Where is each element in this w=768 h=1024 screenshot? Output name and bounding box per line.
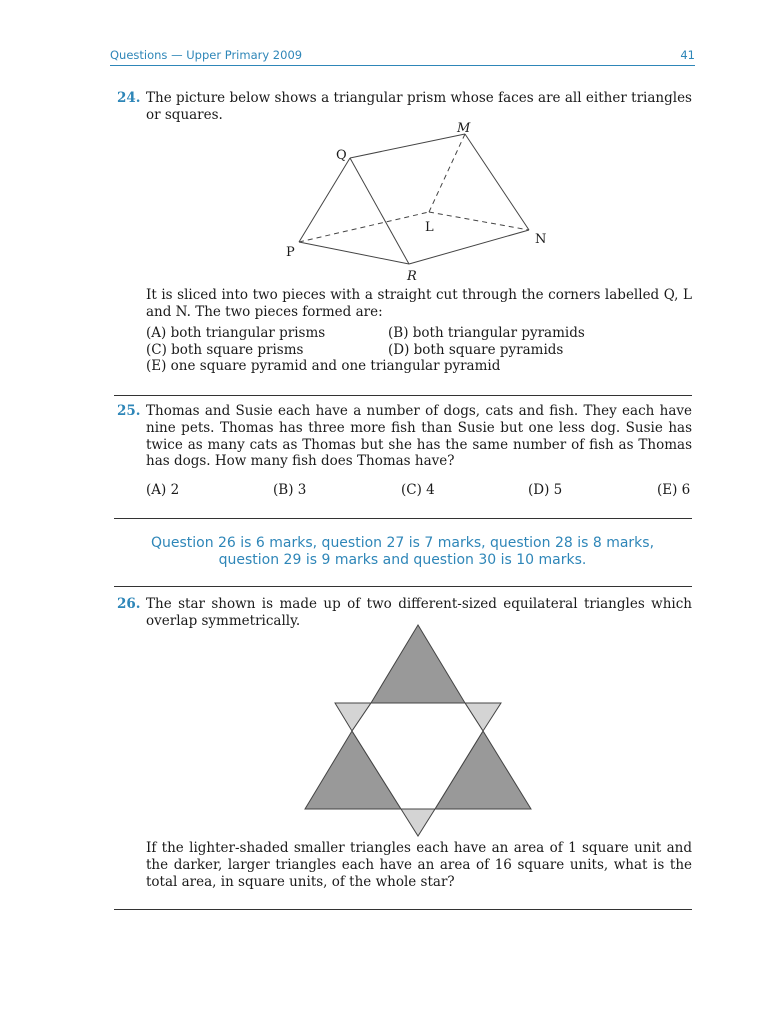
q26-number: 26. <box>117 596 141 612</box>
q25-number: 25. <box>117 403 141 419</box>
q25-text: Thomas and Susie each have a number of dogs, cats and fish. They each have nine pets. Thomas has three more fish than Susie but one less dog. Susie has twice as many cats as Thomas but she has the same number of fish as Thomas has dogs. How many fish does Thomas have? <box>146 403 692 470</box>
marks-notice-line-2: question 29 is 9 marks and question 30 is 10 marks. <box>218 552 587 568</box>
divider <box>114 395 692 396</box>
label-M: M <box>457 121 471 136</box>
q24-option-d: (D) both square pyramids <box>388 342 564 358</box>
q24-text-2: It is sliced into two pieces with a straight cut through the corners labelled Q, L and N. The two pieces formed are: <box>146 287 692 320</box>
q25-option-a: (A) 2 <box>146 482 180 498</box>
q24-option-c: (C) both square prisms <box>146 342 304 358</box>
label-N: N <box>535 232 547 247</box>
page-header <box>110 48 695 66</box>
marks-notice-line-1: Question 26 is 6 marks, question 27 is 7 marks, question 28 is 8 marks, <box>150 535 655 551</box>
q25-option-b: (B) 3 <box>273 482 307 498</box>
label-R: R <box>407 269 417 284</box>
edge-QM <box>350 134 465 158</box>
header-title: Questions — Upper Primary 2009 <box>110 48 303 62</box>
q25-option-c: (C) 4 <box>401 482 435 498</box>
q24-option-e: (E) one square pyramid and one triangular pyramid <box>146 358 501 374</box>
q24-option-b: (B) both triangular pyramids <box>388 325 585 341</box>
page-number: 41 <box>680 48 695 62</box>
edge-PL <box>299 212 429 242</box>
light-triangle-bottom <box>401 809 435 836</box>
prism-diagram <box>280 118 570 284</box>
q24-option-a: (A) both triangular prisms <box>146 325 326 341</box>
q26-text-2: If the lighter-shaded smaller triangles each have an area of 1 square unit and the darker, larger triangles each have an area of 16 square units, what is the total area, in square units, of the whole star? <box>146 840 692 890</box>
q24-number: 24. <box>117 90 141 106</box>
edge-QR <box>350 158 409 264</box>
edge-MN <box>465 134 529 230</box>
edge-NR <box>409 230 529 264</box>
label-L: L <box>425 220 434 235</box>
edge-RP <box>299 242 409 264</box>
edge-LN <box>429 212 529 230</box>
edge-ML <box>429 134 465 212</box>
q25-option-e: (E) 6 <box>657 482 691 498</box>
divider <box>114 909 692 910</box>
label-Q: Q <box>336 148 347 163</box>
label-P: P <box>286 245 295 260</box>
star-diagram <box>300 622 536 840</box>
marks-notice <box>110 535 695 569</box>
dark-triangle-top <box>371 625 465 703</box>
q24-text: The picture below shows a triangular prism whose faces are all either triangles or squares. <box>146 90 692 123</box>
edge-PQ <box>299 158 350 242</box>
divider <box>114 518 692 519</box>
divider <box>114 586 692 587</box>
q26-text: The star shown is made up of two different-sized equilateral triangles which overlap symmetrically. <box>146 596 692 629</box>
q25-option-d: (D) 5 <box>528 482 563 498</box>
